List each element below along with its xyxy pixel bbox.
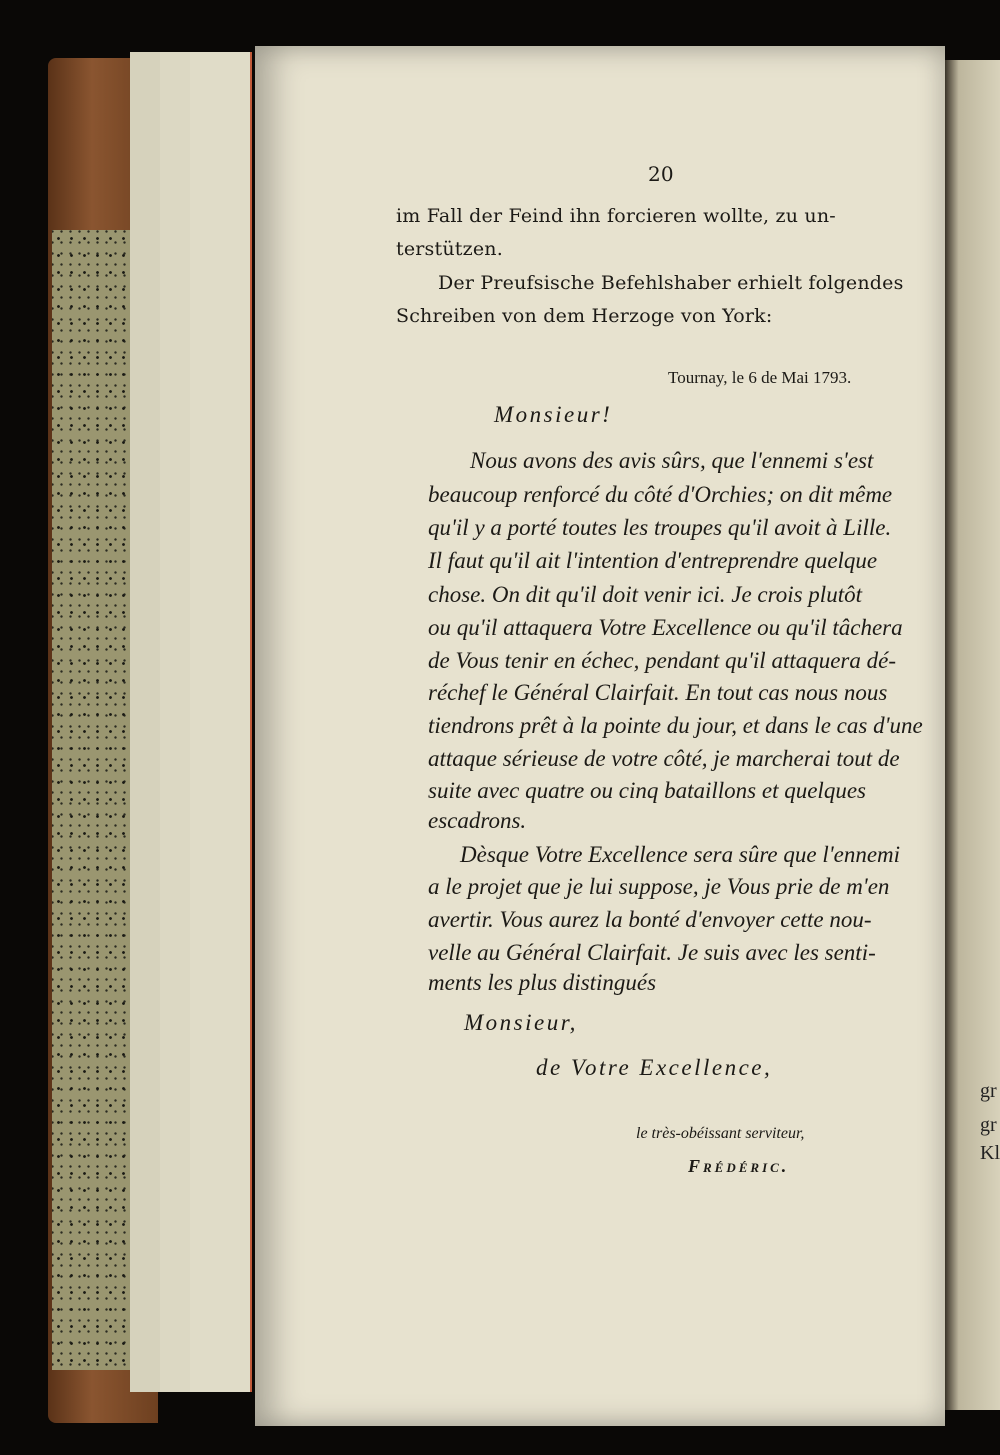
text-line: attaque sérieuse de votre côté, je marcherai tout de: [428, 746, 900, 771]
text-line: Nous avons des avis sûrs, que l'ennemi s'est: [470, 448, 874, 473]
signature: Frédéric.: [688, 1156, 790, 1176]
page-number: 20: [648, 162, 674, 186]
text-line: Il faut qu'il ait l'intention d'entreprendre quelque: [428, 548, 878, 573]
text-line: beaucoup renforcé du côté d'Orchies; on dit même: [428, 482, 893, 507]
facing-page-edge: [945, 60, 1000, 1410]
closing-title: de Votre Excellence,: [536, 1055, 773, 1080]
text-line: avertir. Vous aurez la bonté d'envoyer cette nou-: [428, 907, 872, 932]
text-line: tiendrons prêt à la pointe du jour, et dans le cas d'une: [428, 713, 923, 738]
text-line: suite avec quatre ou cinq bataillons et quelques: [428, 778, 866, 803]
text-line: ou qu'il attaquera Votre Excellence ou qu'il tâchera: [428, 615, 903, 640]
facing-page-fragment: gr: [980, 1080, 997, 1102]
closing-salutation: Monsieur,: [464, 1010, 578, 1035]
text-line: escadrons.: [428, 808, 527, 833]
text-line: qu'il y a porté toutes les troupes qu'il avoit à Lille.: [428, 515, 892, 540]
salutation: Monsieur!: [494, 402, 613, 427]
text-line: Schreiben von dem Herzoge von York:: [396, 305, 773, 327]
text-line: réchef le Général Clairfait. En tout cas nous nous: [428, 680, 888, 705]
text-line: a le projet que je lui suppose, je Vous prie de m'en: [428, 874, 890, 899]
facing-page-fragment: gr: [980, 1114, 997, 1136]
place-date: Tournay, le 6 de Mai 1793.: [668, 368, 852, 387]
text-line: Dèsque Votre Excellence sera sûre que l'ennemi: [460, 842, 901, 867]
marbled-endpaper: [52, 230, 132, 1370]
page-stack: [190, 52, 252, 1392]
text-line: chose. On dit qu'il doit venir ici. Je crois plutôt: [428, 582, 862, 607]
facing-page-fragment: Kl: [980, 1142, 1000, 1164]
text-line: de Vous tenir en échec, pendant qu'il attaquera dé-: [428, 648, 896, 673]
text-line: Der Preufsische Befehlshaber erhielt folgendes: [438, 272, 904, 294]
text-line: im Fall der Feind ihn forcieren wollte, zu un-: [396, 205, 836, 227]
text-line: ments les plus distingués: [428, 970, 657, 995]
text-line: velle au Général Clairfait. Je suis avec les senti-: [428, 940, 876, 965]
closing-servant: le très-obéissant serviteur,: [636, 1125, 805, 1142]
text-line: terstützen.: [396, 238, 503, 260]
